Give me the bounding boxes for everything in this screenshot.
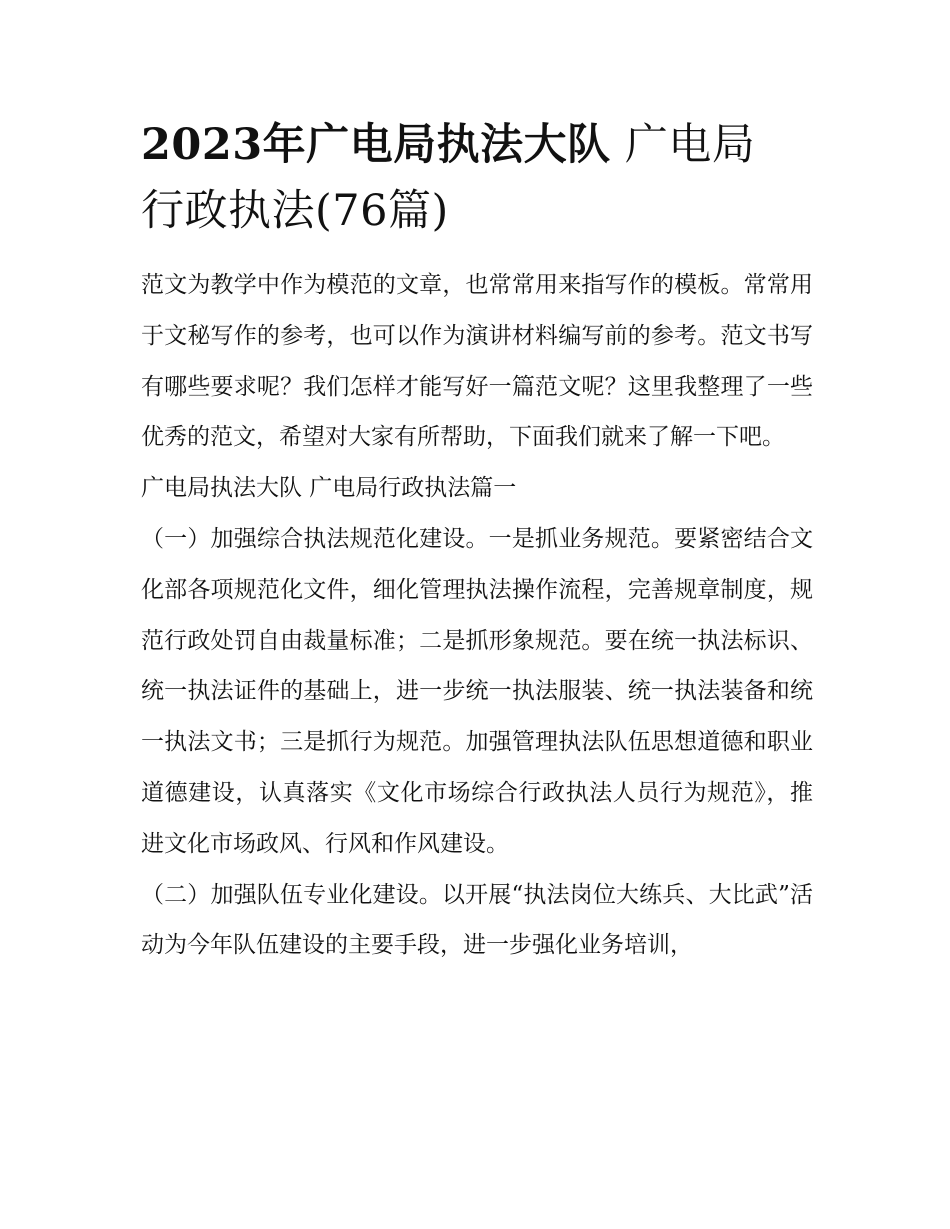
body-paragraph-2: （二）加强队伍专业化建设。以开展“执法岗位大练兵、大比武”活动为今年队伍建设的主要手段，进一步强化业务培训， xyxy=(141,881,813,959)
document-title-rest: 广电局行政执法(76篇) xyxy=(141,120,756,236)
document-title-bold: 2023年广电局执法大队 xyxy=(141,120,611,170)
document-page xyxy=(141,112,813,971)
document-title xyxy=(141,112,781,244)
intro-paragraph: 范文为教学中作为模范的文章，也常常用来指写作的模板。常常用于文秘写作的参考，也可以作为演讲材料编写前的参考。范文书写有哪些要求呢？我们怎样才能写好一篇范文呢？这里我整理了一些优秀的范文，希望对大家有所帮助，下面我们就来了解一下吧。 xyxy=(141,272,813,451)
body-paragraph-1: （一）加强综合执法规范化建设。一是抓业务规范。要紧密结合文化部各项规范化文件，细化管理执法操作流程，完善规章制度，规范行政处罚自由裁量标准；二是抓形象规范。要在统一执法标识、统一执法证件的基础上，进一步统一执法服装、统一执法装备和统一执法文书；三是抓行为规范。加强管理执法队伍思想道德和职业道德建设，认真落实《文化市场综合行政执法人员行为规范》，推进文化市场政风、行风和作风建设。 xyxy=(141,525,813,857)
section-heading: 广电局执法大队 广电局行政执法篇一 xyxy=(141,475,517,502)
